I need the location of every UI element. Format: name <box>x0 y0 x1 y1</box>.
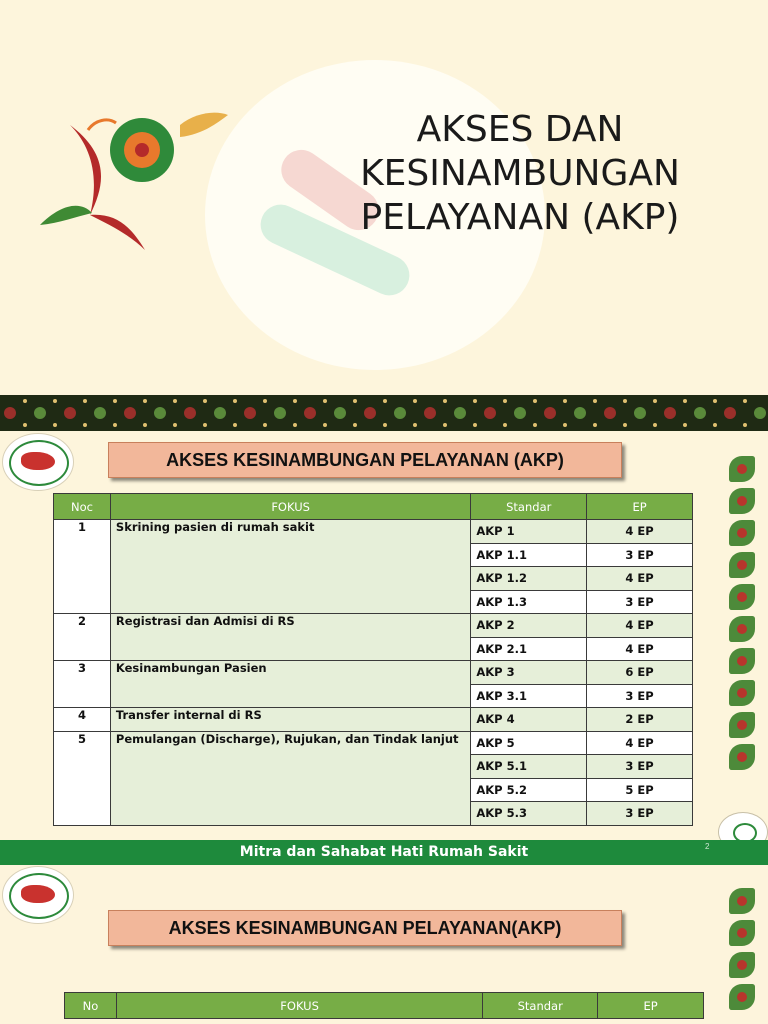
table-row <box>54 661 693 685</box>
header-no: No <box>65 993 117 1019</box>
fokus-cell: Kesinambungan Pasien <box>110 661 470 708</box>
title-line-2: KESINAMBUNGAN <box>360 153 680 194</box>
title-line-3: PELAYANAN (AKP) <box>360 197 680 238</box>
ep-cell: 4 EP <box>587 637 693 661</box>
table-header-row <box>65 993 704 1019</box>
row-number: 3 <box>54 661 111 708</box>
title-slide <box>0 0 768 392</box>
standar-cell: AKP 4 <box>471 708 587 732</box>
table-row <box>54 708 693 732</box>
batik-side-decoration-2 <box>720 888 764 1016</box>
section-heading: AKSES KESINAMBUNGAN PELAYANAN (AKP) <box>108 442 622 478</box>
ep-cell: 3 EP <box>587 590 693 614</box>
ep-cell: 5 EP <box>587 778 693 802</box>
table-row <box>54 520 693 544</box>
header-ep: EP <box>598 993 704 1019</box>
batik-side-decoration <box>720 456 764 776</box>
header-fokus: FOKUS <box>116 993 482 1019</box>
fokus-cell: Skrining pasien di rumah sakit <box>110 520 470 614</box>
foundation-logo <box>2 433 74 491</box>
ep-cell: 3 EP <box>587 802 693 826</box>
standar-cell: AKP 1.3 <box>471 590 587 614</box>
fokus-cell: Registrasi dan Admisi di RS <box>110 614 470 661</box>
standar-cell: AKP 3.1 <box>471 684 587 708</box>
header-noc: Noc <box>54 494 111 520</box>
table-header-row <box>54 494 693 520</box>
batik-border-band <box>0 395 768 431</box>
ep-cell: 2 EP <box>587 708 693 732</box>
standar-cell: AKP 1 <box>471 520 587 544</box>
standar-cell: AKP 5 <box>471 731 587 755</box>
standar-cell: AKP 5.3 <box>471 802 587 826</box>
header-ep: EP <box>587 494 693 520</box>
fokus-cell: Transfer internal di RS <box>110 708 470 732</box>
standar-cell: AKP 1.2 <box>471 567 587 591</box>
header-fokus: FOKUS <box>110 494 470 520</box>
ep-cell: 3 EP <box>587 684 693 708</box>
standar-cell: AKP 2 <box>471 614 587 638</box>
footer-tagline: Mitra dan Sahabat Hati Rumah Sakit <box>0 840 768 865</box>
standar-cell: AKP 1.1 <box>471 543 587 567</box>
foundation-logo-2 <box>2 866 74 924</box>
ep-cell: 4 EP <box>587 614 693 638</box>
section-heading-2: AKSES KESINAMBUNGAN PELAYANAN(AKP) <box>108 910 622 946</box>
ep-cell: 4 EP <box>587 731 693 755</box>
akp-table <box>53 493 693 826</box>
header-standar: Standar <box>471 494 587 520</box>
ep-cell: 3 EP <box>587 755 693 779</box>
batik-flower-icon <box>30 105 230 255</box>
fokus-cell: Pemulangan (Discharge), Rujukan, dan Tindak lanjut <box>110 731 470 825</box>
page-number: 2 <box>705 842 710 851</box>
standar-cell: AKP 5.1 <box>471 755 587 779</box>
table-row <box>54 731 693 755</box>
standar-cell: AKP 3 <box>471 661 587 685</box>
table-row <box>54 614 693 638</box>
standar-cell: AKP 2.1 <box>471 637 587 661</box>
row-number: 4 <box>54 708 111 732</box>
row-number: 1 <box>54 520 111 614</box>
header-standar: Standar <box>483 993 598 1019</box>
ep-cell: 4 EP <box>587 520 693 544</box>
ep-cell: 4 EP <box>587 567 693 591</box>
title-line-1: AKSES DAN <box>416 109 624 150</box>
ep-cell: 3 EP <box>587 543 693 567</box>
row-number: 2 <box>54 614 111 661</box>
ep-cell: 6 EP <box>587 661 693 685</box>
standar-cell: AKP 5.2 <box>471 778 587 802</box>
slide-title <box>305 108 735 240</box>
row-number: 5 <box>54 731 111 825</box>
akp-table-2 <box>64 992 704 1019</box>
